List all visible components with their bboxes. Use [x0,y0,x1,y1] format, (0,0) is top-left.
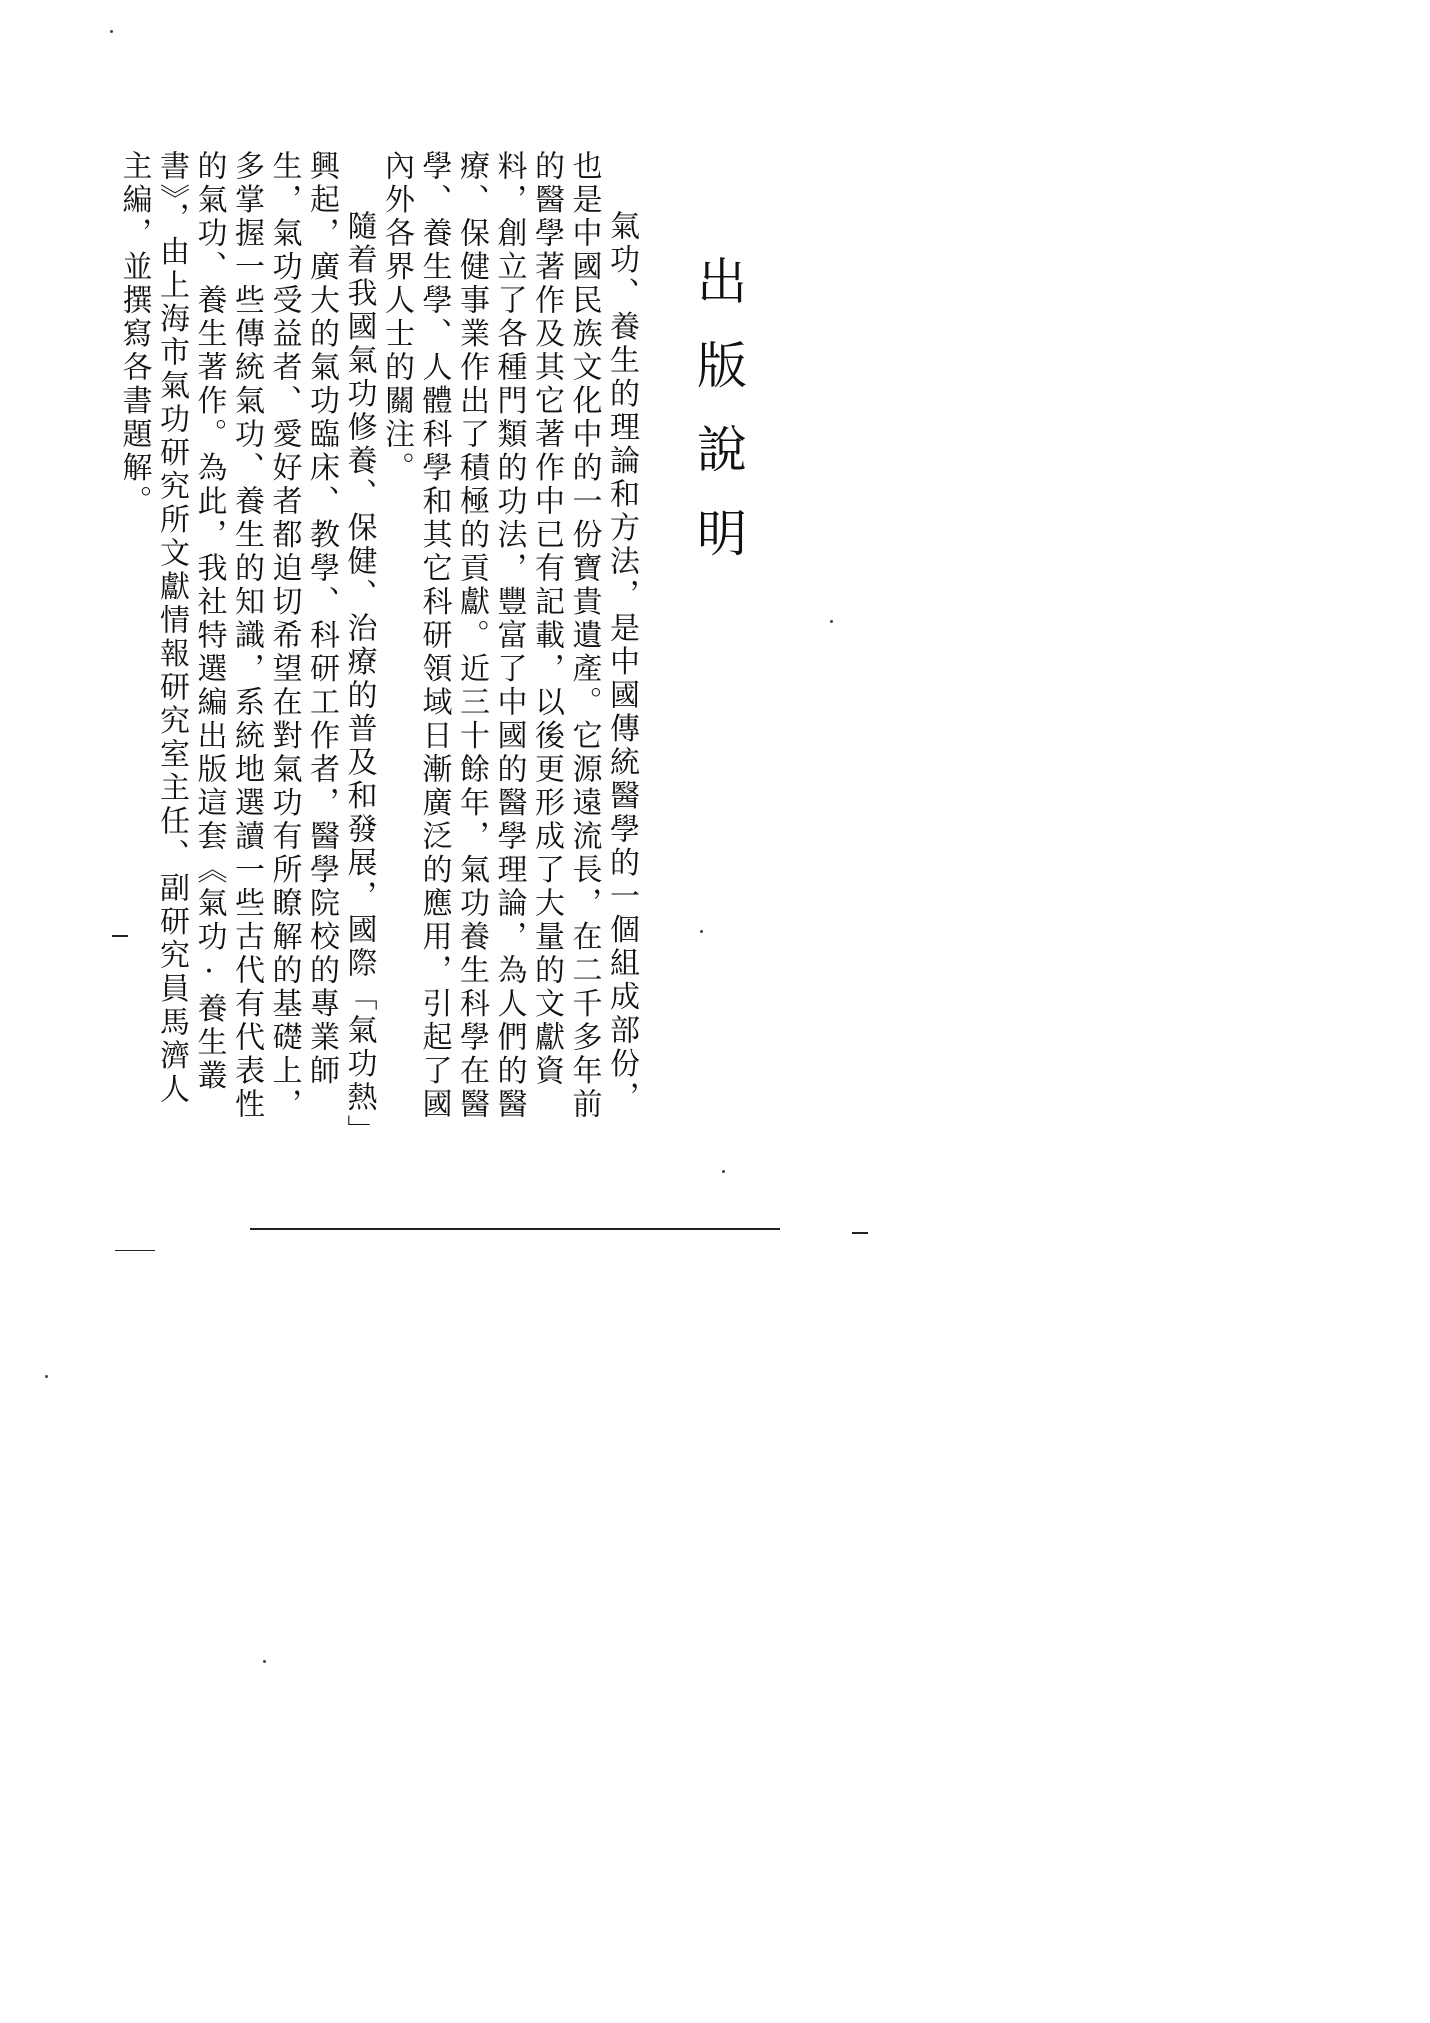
scan-speck [722,1170,725,1173]
scan-speck [45,1375,48,1378]
scan-speck [700,930,703,933]
scan-speck [263,1660,266,1663]
page-title: 出版說明 [689,255,747,591]
paragraph-1: 氣功、養生的理論和方法，是中國傳統醫學的一個組成部份，也是中國民族文化中的一份寶貴遺產。它源遠流長，在二千多年前的醫學著作及其它著作中已有記載，以後更形成了大量的文獻資料，創立了各種門類的功法，豐富了中國的醫學理論，為人們的醫療、保健事業作出了積極的貢獻。近三十餘年，氣功養生科學在醫學、養生學、人體科學和其它科研領域日漸廣泛的應用，引起了國內外各界人士的關注。 [379,150,639,1122]
body-text [115,150,640,1135]
scan-speck [110,30,113,33]
scan-mark [852,1232,868,1234]
scan-mark [115,1250,155,1251]
scan-mark [112,935,128,937]
paragraph-2: 隨着我國氣功修養、保健、治療的普及和發展，國際「氣功熱」興起，廣大的氣功臨床、教學、科研工作者，醫學院校的專業師生，氣功受益者、愛好者都迫切希望在對氣功有所瞭解的基礎上，多掌握一些傳統氣功、養生的知識，系統地選讀一些古代有代表性的氣功、養生著作。為此，我社特選編出版這套《氣功·養生叢書》，由上海市氣功研究所文獻情報研究室主任、副研究員馬濟人主編，並撰寫各書題解。 [116,150,377,1133]
scan-line [250,1228,780,1230]
scan-speck [830,620,833,623]
